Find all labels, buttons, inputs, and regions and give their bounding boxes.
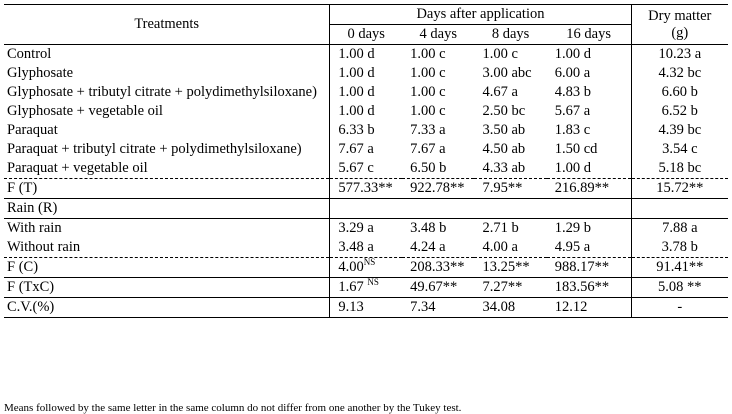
cell: 7.34 — [402, 298, 474, 318]
row-label: Control — [7, 46, 52, 62]
cell: 1.00 d — [330, 64, 402, 83]
table-row — [4, 121, 728, 140]
cell: 6.50 b — [410, 160, 447, 176]
cell: 1.00 c — [482, 46, 518, 62]
cell: 1.00 c — [410, 65, 446, 81]
day-16-header: 16 days — [547, 25, 631, 45]
day-0-header: 0 days — [330, 25, 402, 45]
cell: 1.00 c — [410, 84, 446, 100]
cell: 922.78** — [402, 179, 474, 199]
rain-section-row — [4, 199, 728, 219]
cell: 12.12 — [547, 298, 631, 318]
cell: 3.78 b — [631, 238, 728, 258]
cell: 1.00 c — [410, 46, 446, 62]
cell: 7.67 a — [330, 140, 402, 159]
cell: 1.50 cd — [554, 141, 598, 157]
cell: 4.95 a — [554, 239, 591, 255]
cell: 4.33 ab — [482, 160, 526, 176]
cell: 49.67** — [402, 278, 474, 298]
table-row — [4, 159, 728, 179]
row-label: Paraquat + vegetable oil — [7, 160, 148, 176]
cell: 3.29 a — [330, 219, 402, 239]
f-test-rain-row — [4, 258, 728, 278]
cell: 34.08 — [474, 298, 546, 318]
cell: 1.83 c — [554, 122, 591, 138]
cell: 3.54 c — [631, 140, 728, 159]
cell: 1.00 d — [554, 160, 591, 176]
cell: 4.50 ab — [482, 141, 526, 157]
cell: 1.00 d — [330, 102, 402, 121]
cell: 1.00 c — [410, 103, 446, 119]
table-row — [4, 238, 728, 258]
cv-row — [4, 298, 728, 318]
dry-matter-header — [631, 5, 728, 45]
table-row — [4, 219, 728, 239]
cell: 4.00 a — [482, 239, 518, 255]
day-4-header: 4 days — [402, 25, 474, 45]
table-row — [4, 45, 728, 65]
row-label: F (T) — [4, 179, 330, 199]
cell: 2.50 bc — [482, 103, 526, 119]
ns-superscript: NS — [367, 277, 379, 288]
f-test-treatments-row — [4, 179, 728, 199]
row-label: F (TxC) — [4, 278, 330, 298]
dry-matter-unit: (g) — [671, 24, 689, 41]
cell: 1.00 d — [330, 45, 402, 65]
dry-matter-label: Dry matter — [648, 7, 712, 24]
table-row — [4, 64, 728, 83]
cell: 5.67 c — [330, 159, 402, 179]
row-label: With rain — [7, 220, 62, 236]
ns-superscript: NS — [363, 257, 376, 268]
cell: 4.32 bc — [631, 64, 728, 83]
cell: 91.41** — [631, 258, 728, 278]
cell: 183.56** — [547, 278, 631, 298]
cell: 4.83 b — [554, 84, 591, 100]
cell: 4.39 bc — [631, 121, 728, 140]
cell: 7.67 a — [410, 141, 446, 157]
cell: 2.71 b — [482, 220, 519, 236]
row-label: Paraquat + tributyl citrate + polydimethylsiloxane) — [7, 141, 302, 157]
cell: 5.08 ** — [631, 278, 728, 298]
table-row — [4, 102, 728, 121]
cell: 216.89** — [547, 179, 631, 199]
cell: 7.88 a — [631, 219, 728, 239]
cell: 6.33 b — [330, 121, 402, 140]
cell: 3.48 a — [330, 238, 402, 258]
row-label: Glyphosate + vegetable oil — [7, 103, 163, 119]
cell — [330, 278, 402, 298]
cell: 7.33 a — [410, 122, 446, 138]
cell: 4.24 a — [410, 239, 446, 255]
cell-value: 4.00 — [338, 259, 364, 275]
cell: - — [631, 298, 728, 318]
cell: 5.18 bc — [631, 159, 728, 179]
cell: 3.48 b — [410, 220, 447, 236]
cell: 5.67 a — [554, 103, 591, 119]
cell-value: 1.67 — [338, 279, 368, 295]
row-label: Paraquat — [7, 122, 58, 138]
table-row — [4, 83, 728, 102]
days-after-application-header: Days after application — [330, 5, 631, 25]
rain-section-label: Rain (R) — [4, 199, 330, 219]
cell: 988.17** — [547, 258, 631, 278]
cell: 3.00 abc — [482, 65, 532, 81]
results-table — [4, 4, 728, 318]
cell: 208.33** — [402, 258, 474, 278]
cell: 1.00 d — [330, 83, 402, 102]
cell: 13.25** — [474, 258, 546, 278]
cell: 10.23 a — [631, 45, 728, 65]
cell: 3.50 ab — [482, 122, 526, 138]
cell: 6.52 b — [631, 102, 728, 121]
row-label: F (C) — [4, 258, 330, 278]
cell — [330, 258, 402, 278]
row-label: C.V.(%) — [4, 298, 330, 318]
cell: 15.72** — [631, 179, 728, 199]
cell: 1.00 d — [554, 46, 591, 62]
cell: 577.33** — [330, 179, 402, 199]
table-row — [4, 140, 728, 159]
table-footnote: Means followed by the same letter in the same column do not differ from one another by the Tukey test. — [4, 402, 462, 414]
cell: 7.95** — [474, 179, 546, 199]
cell: 9.13 — [330, 298, 402, 318]
row-label: Glyphosate + tributyl citrate + polydimethylsiloxane) — [7, 84, 317, 100]
cell: 1.29 b — [554, 220, 591, 236]
row-label: Without rain — [7, 239, 81, 255]
f-test-interaction-row — [4, 278, 728, 298]
treatments-header: Treatments — [4, 5, 330, 45]
cell: 4.67 a — [482, 84, 518, 100]
cell: 6.60 b — [631, 83, 728, 102]
row-label: Glyphosate — [7, 65, 74, 81]
day-8-header: 8 days — [474, 25, 546, 45]
cell: 6.00 a — [554, 65, 591, 81]
cell: 7.27** — [474, 278, 546, 298]
